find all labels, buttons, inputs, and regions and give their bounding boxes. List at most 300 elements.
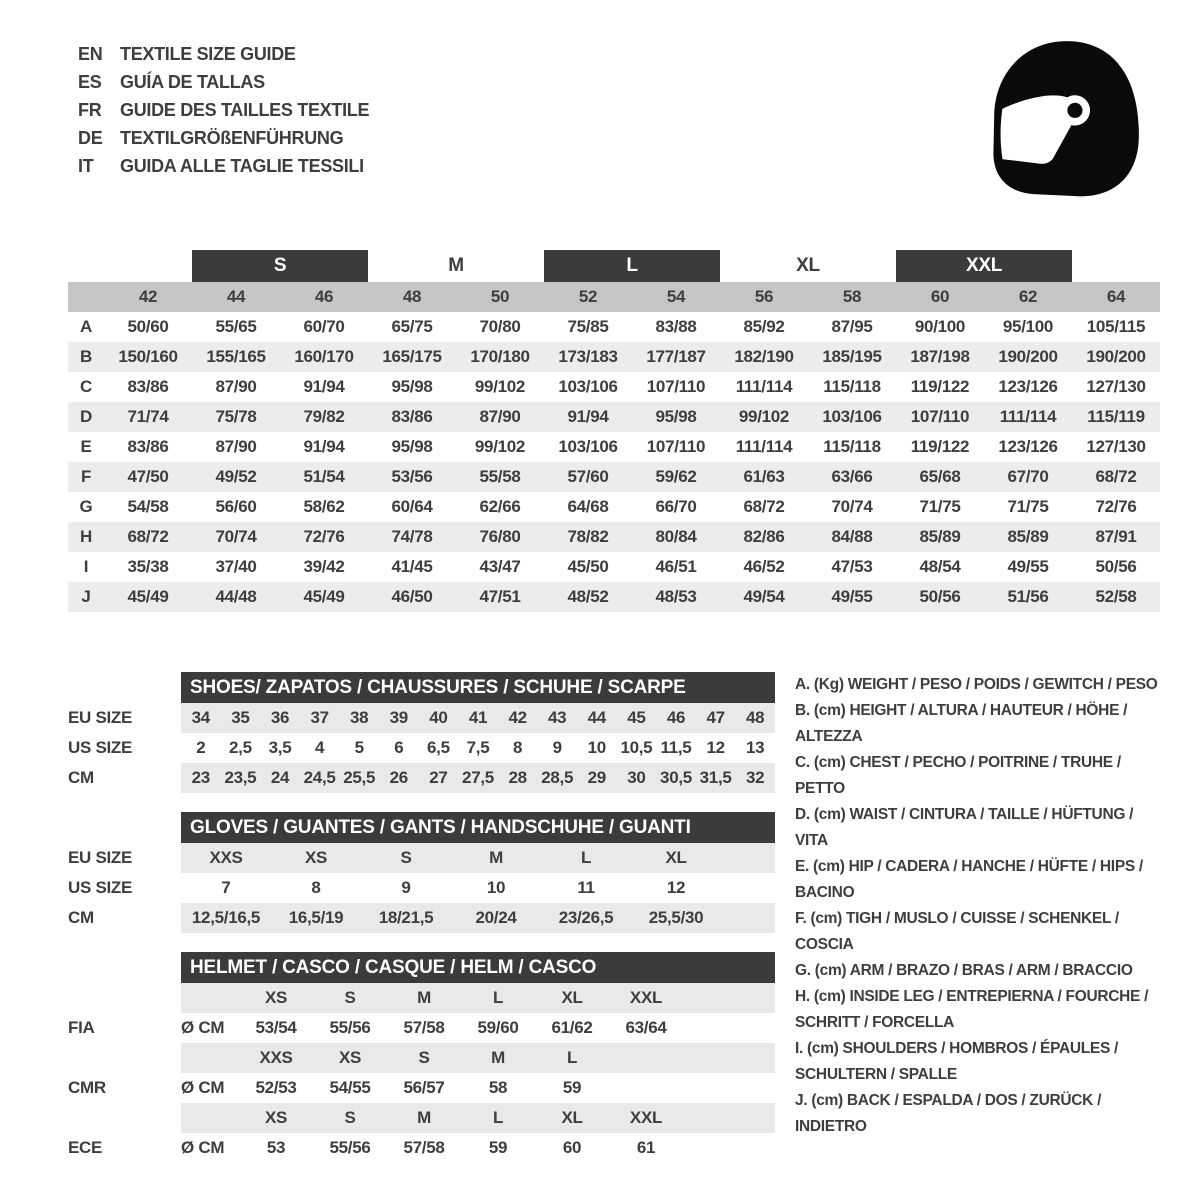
row-key: A	[80, 317, 92, 336]
size-value: 85/89	[919, 527, 961, 546]
size-value: 115/118	[823, 437, 881, 456]
helmet-standard-label: FIA	[68, 1018, 95, 1037]
legend-line: A. (Kg) WEIGHT / PESO / POIDS / GEWITCH / PESO	[795, 676, 1158, 693]
row-key: E	[80, 437, 92, 456]
table-row	[68, 582, 1160, 612]
shoes-value: 25,5	[343, 768, 376, 787]
language-row	[78, 124, 369, 152]
shoes-value: 6	[394, 738, 404, 757]
shoes-row-label: US SIZE	[68, 738, 133, 757]
size-column-header: 54	[666, 287, 686, 306]
table-row	[68, 522, 1160, 552]
shoes-value: 26	[389, 768, 408, 787]
size-value: 55/65	[215, 317, 257, 336]
shoes-value: 32	[746, 768, 765, 787]
size-value: 80/84	[655, 527, 697, 546]
helmet-size-value: 53	[266, 1138, 286, 1157]
size-value: 123/126	[998, 377, 1058, 396]
shoes-value: 39	[389, 708, 408, 727]
size-value: 87/91	[1095, 527, 1137, 546]
helmet-sizes-spacer	[68, 983, 181, 1013]
size-value: 65/75	[391, 317, 433, 336]
shoes-value: 40	[429, 708, 448, 727]
size-value: 182/190	[734, 347, 794, 366]
language-list	[78, 40, 369, 180]
table-row	[68, 432, 1160, 462]
size-value: 107/110	[646, 377, 706, 396]
size-value: 84/88	[831, 527, 873, 546]
size-column-header: 48	[402, 287, 422, 306]
shoes-value: 30	[627, 768, 646, 787]
shoes-value: 2	[196, 738, 206, 757]
size-value: 49/54	[743, 587, 785, 606]
size-value: 48/53	[655, 587, 697, 606]
shoes-value: 37	[310, 708, 329, 727]
helmet-size-value: 52/53	[255, 1078, 297, 1097]
table-row	[68, 372, 1160, 402]
language-code: IT	[78, 156, 94, 176]
shoes-value: 23	[191, 768, 210, 787]
legend-line: B. (cm) HEIGHT / ALTURA / HAUTEUR / HÖHE / ALTEZZA	[795, 702, 1128, 745]
size-value: 82/86	[743, 527, 785, 546]
helmet-size-header: M	[491, 1048, 505, 1067]
shoes-value: 48	[746, 708, 765, 727]
shoes-value: 7,5	[466, 738, 490, 757]
gloves-value: 7	[221, 878, 231, 897]
shoes-value: 34	[191, 708, 210, 727]
legend-line: I. (cm) SHOULDERS / HOMBROS / ÉPAULES / SCHULTERN / SPALLE	[795, 1040, 1119, 1083]
size-value: 47/51	[479, 587, 521, 606]
size-group-m: M	[448, 255, 464, 276]
size-columns-row	[68, 282, 1160, 312]
shoes-value: 23,5	[224, 768, 257, 787]
gloves-value: M	[489, 848, 503, 867]
language-row	[78, 152, 369, 180]
shoes-value: 6,5	[427, 738, 450, 757]
size-value: 46/50	[391, 587, 433, 606]
size-value: 47/50	[127, 467, 169, 486]
shoes-value: 2,5	[229, 738, 252, 757]
gloves-row-label: CM	[68, 908, 94, 927]
size-value: 111/114	[735, 377, 793, 396]
size-value: 107/110	[910, 407, 970, 426]
size-value: 62/66	[479, 497, 521, 516]
shoes-band	[181, 763, 775, 793]
shoes-value: 46	[666, 708, 686, 727]
size-column-header: 56	[754, 287, 774, 306]
helmet-size-value: 61	[636, 1138, 656, 1157]
gloves-row-label: US SIZE	[68, 878, 133, 897]
size-value: 105/115	[1086, 317, 1146, 336]
measurement-legend	[795, 672, 1167, 1140]
helmet-size-header: S	[344, 988, 356, 1007]
helmet-sizes-band	[181, 983, 775, 1013]
size-value: 50/56	[1095, 557, 1137, 576]
gloves-value: 9	[401, 878, 411, 897]
language-label: GUIDE DES TAILLES TEXTILE	[120, 100, 370, 120]
gloves-value: 16,5/19	[288, 908, 344, 927]
size-value: 99/102	[474, 437, 526, 456]
size-value: 83/88	[655, 317, 697, 336]
gloves-value: 18/21,5	[378, 908, 434, 927]
language-row	[78, 40, 369, 68]
size-group-l: L	[544, 250, 720, 282]
size-value: 173/183	[558, 347, 618, 366]
size-value: 49/52	[215, 467, 257, 486]
size-value: 76/80	[479, 527, 521, 546]
size-value: 127/130	[1086, 377, 1146, 396]
size-value: 127/130	[1086, 437, 1146, 456]
language-row	[78, 68, 369, 96]
helmet-size-header: S	[418, 1048, 430, 1067]
helmet-sizes-spacer	[68, 1043, 181, 1073]
size-value: 49/55	[831, 587, 873, 606]
shoes-value: 30,5	[660, 768, 692, 787]
gloves-band	[181, 843, 775, 873]
gloves-value: 12,5/16,5	[191, 908, 261, 927]
size-value: 51/54	[303, 467, 345, 486]
size-column-header: 52	[578, 287, 598, 306]
row-key: B	[80, 347, 92, 366]
gloves-value: 25,5/30	[648, 908, 704, 927]
row-key: C	[80, 377, 92, 396]
helmet-rows	[68, 983, 775, 1163]
shoes-rows	[68, 703, 775, 793]
size-value: 185/195	[822, 347, 882, 366]
size-value: 46/51	[655, 557, 697, 576]
textile-size-table	[68, 250, 1160, 612]
legend-line: E. (cm) HIP / CADERA / HANCHE / HÜFTE / HIPS / BACINO	[795, 858, 1143, 901]
size-value: 103/106	[822, 407, 882, 426]
gloves-rows	[68, 843, 775, 933]
helmet-size-value: 54/55	[329, 1078, 371, 1097]
size-value: 87/90	[479, 407, 521, 426]
shoes-value: 3,5	[268, 738, 292, 757]
shoes-value: 27,5	[462, 768, 494, 787]
language-label: TEXTILE SIZE GUIDE	[120, 44, 296, 64]
size-column-header: 60	[930, 287, 950, 306]
helmet-size-header: XXS	[259, 1048, 293, 1067]
helmet-sizes-band	[181, 1103, 775, 1133]
size-value: 51/56	[1007, 587, 1049, 606]
size-value: 115/119	[1087, 407, 1145, 426]
size-value: 119/122	[910, 437, 970, 456]
size-group-xxl: XXL	[896, 250, 1072, 282]
size-value: 59/62	[655, 467, 697, 486]
size-value: 87/95	[831, 317, 873, 336]
helmet-values-band	[181, 1073, 775, 1103]
size-value: 56/60	[215, 497, 257, 516]
helmet-size-header: XXL	[629, 988, 663, 1007]
helmet-size-header: M	[417, 988, 431, 1007]
shoes-band	[181, 733, 775, 763]
gloves-row-label: EU SIZE	[68, 848, 133, 867]
gloves-value: 20/24	[475, 908, 517, 927]
gloves-value: 8	[311, 878, 321, 897]
size-groups-row	[68, 250, 1160, 282]
size-value: 177/187	[646, 347, 706, 366]
helmet-values-row	[68, 1013, 775, 1043]
size-value: 91/94	[303, 377, 345, 396]
gloves-section	[68, 812, 775, 933]
size-value: 71/75	[1007, 497, 1049, 516]
size-value: 95/100	[1002, 317, 1054, 336]
gloves-value: 10	[486, 878, 506, 897]
helmet-size-value: 63/64	[625, 1018, 667, 1037]
shoes-value: 27	[429, 768, 448, 787]
row-key: G	[79, 497, 93, 516]
helmet-diameter-label: Ø CM	[181, 1018, 225, 1037]
gloves-title: GLOVES / GUANTES / GANTS / HANDSCHUHE / GUANTI	[181, 812, 775, 843]
gloves-value: S	[400, 848, 412, 867]
shoes-value: 10	[587, 738, 606, 757]
size-value: 49/55	[1007, 557, 1049, 576]
size-column-header: 46	[314, 287, 334, 306]
size-value: 41/45	[391, 557, 433, 576]
size-value: 58/62	[303, 497, 345, 516]
size-value: 150/160	[118, 347, 178, 366]
size-value: 35/38	[127, 557, 169, 576]
size-value: 52/58	[1095, 587, 1137, 606]
size-column-header: 58	[842, 287, 862, 306]
helmet-size-value: 55/56	[329, 1018, 371, 1037]
size-value: 87/90	[215, 437, 257, 456]
size-value: 70/80	[479, 317, 521, 336]
language-code: DE	[78, 128, 103, 148]
shoes-value: 28,5	[541, 768, 574, 787]
legend-line: C. (cm) CHEST / PECHO / POITRINE / TRUHE / PETTO	[795, 754, 1121, 797]
size-value: 170/180	[470, 347, 530, 366]
language-code: FR	[78, 100, 102, 120]
helmet-sizes-row	[68, 1043, 775, 1073]
helmet-size-value: 55/56	[329, 1138, 371, 1157]
size-value: 72/76	[303, 527, 345, 546]
size-value: 91/94	[567, 407, 609, 426]
helmet-size-header: M	[417, 1108, 431, 1127]
helmet-diameter-label: Ø CM	[181, 1078, 225, 1097]
gloves-row	[68, 903, 775, 933]
gloves-band	[181, 903, 775, 933]
size-value: 95/98	[391, 377, 433, 396]
size-value: 55/58	[479, 467, 521, 486]
size-value: 111/114	[999, 407, 1057, 426]
helmet-size-header: L	[492, 1108, 504, 1127]
row-key: J	[81, 587, 91, 606]
row-key: H	[80, 527, 92, 546]
shoes-value: 38	[350, 708, 369, 727]
gloves-row	[68, 873, 775, 903]
legend-line: H. (cm) INSIDE LEG / ENTREPIERNA / FOURCHE / SCHRITT / FORCELLA	[795, 988, 1149, 1031]
helmet-size-value: 56/57	[403, 1078, 445, 1097]
helmet-size-header: S	[344, 1108, 356, 1127]
gloves-value: XS	[304, 848, 328, 867]
racing-helmet-icon	[978, 34, 1146, 202]
helmet-size-header: XL	[561, 988, 583, 1007]
helmet-size-header: L	[492, 988, 504, 1007]
shoes-value: 8	[513, 738, 523, 757]
helmet-size-value: 59	[488, 1138, 508, 1157]
helmet-diameter-label: Ø CM	[181, 1138, 225, 1157]
shoes-band	[181, 703, 775, 733]
size-value: 165/175	[382, 347, 442, 366]
shoes-value: 13	[746, 738, 765, 757]
helmet-values-row	[68, 1073, 775, 1103]
shoes-value: 36	[270, 708, 290, 727]
row-key: D	[80, 407, 92, 426]
helmet-size-value: 61/62	[551, 1018, 593, 1037]
size-value: 99/102	[474, 377, 526, 396]
size-value: 123/126	[998, 437, 1058, 456]
table-row	[68, 492, 1160, 522]
table-row	[68, 552, 1160, 582]
shoes-value: 28	[508, 768, 527, 787]
size-value: 44/48	[215, 587, 257, 606]
size-value: 83/86	[127, 377, 169, 396]
helmet-size-header: XXL	[629, 1108, 663, 1127]
size-value: 87/90	[215, 377, 257, 396]
language-label: GUÍA DE TALLAS	[120, 72, 265, 92]
helmet-size-header: L	[566, 1048, 578, 1067]
size-value: 64/68	[567, 497, 609, 516]
shoes-value: 10,5	[620, 738, 653, 757]
shoes-value: 12	[706, 738, 725, 757]
row-key: F	[80, 467, 92, 486]
shoes-value: 42	[508, 708, 527, 727]
size-value: 67/70	[1007, 467, 1049, 486]
shoes-value: 24	[270, 768, 290, 787]
size-value: 45/50	[567, 557, 609, 576]
size-value: 68/72	[127, 527, 169, 546]
legend-line: G. (cm) ARM / BRAZO / BRAS / ARM / BRACCIO	[795, 962, 1133, 979]
size-value: 83/86	[127, 437, 169, 456]
size-value: 54/58	[127, 497, 169, 516]
size-value: 50/56	[919, 587, 961, 606]
shoes-value: 45	[627, 708, 646, 727]
gloves-value: L	[580, 848, 592, 867]
size-value: 119/122	[910, 377, 970, 396]
size-value: 68/72	[1095, 467, 1137, 486]
shoes-row-label: EU SIZE	[68, 708, 133, 727]
size-value: 48/52	[567, 587, 609, 606]
helmet-values-band	[181, 1133, 775, 1163]
gloves-row	[68, 843, 775, 873]
legend-line: F. (cm) TIGH / MUSLO / CUISSE / SCHENKEL / COSCIA	[795, 910, 1119, 953]
helmet-size-value: 59/60	[477, 1018, 519, 1037]
gloves-value: 12	[666, 878, 686, 897]
table-row	[68, 402, 1160, 432]
size-value: 99/102	[738, 407, 790, 426]
size-value: 63/66	[831, 467, 873, 486]
size-table-body	[68, 312, 1160, 612]
shoes-value: 47	[706, 708, 725, 727]
size-value: 71/74	[127, 407, 169, 426]
size-value: 111/114	[735, 437, 793, 456]
gloves-value: XL	[665, 848, 687, 867]
size-value: 57/60	[567, 467, 609, 486]
size-value: 61/63	[743, 467, 785, 486]
size-value: 72/76	[1095, 497, 1137, 516]
gloves-value: XXS	[209, 848, 243, 867]
size-value: 60/64	[391, 497, 433, 516]
shoes-value: 5	[354, 738, 364, 757]
helmet-sizes-row	[68, 983, 775, 1013]
size-value: 155/165	[206, 347, 266, 366]
size-value: 107/110	[646, 437, 706, 456]
size-value: 83/86	[391, 407, 433, 426]
helmet-standard-label: CMR	[68, 1078, 106, 1097]
table-row	[68, 462, 1160, 492]
size-value: 70/74	[831, 497, 873, 516]
size-value: 103/106	[558, 437, 618, 456]
size-value: 47/53	[831, 557, 873, 576]
size-value: 48/54	[919, 557, 961, 576]
helmet-standard-label: ECE	[68, 1138, 103, 1157]
size-column-header: 64	[1106, 287, 1126, 306]
shoes-row	[68, 763, 775, 793]
size-value: 85/89	[1007, 527, 1049, 546]
gloves-value: 23/26,5	[558, 908, 614, 927]
shoes-value: 31,5	[699, 768, 732, 787]
shoes-section	[68, 672, 775, 793]
size-value: 85/92	[743, 317, 785, 336]
size-value: 95/98	[391, 437, 433, 456]
table-row	[68, 312, 1160, 342]
helmet-sizes-band	[181, 1043, 775, 1073]
helmet-size-value: 60	[562, 1138, 582, 1157]
size-value: 70/74	[215, 527, 257, 546]
helmet-size-header: XL	[561, 1108, 583, 1127]
shoes-value: 9	[552, 738, 562, 757]
language-label: TEXTILGRÖßENFÜHRUNG	[120, 128, 344, 148]
size-value: 90/100	[914, 317, 966, 336]
size-value: 190/200	[1086, 347, 1146, 366]
helmet-size-value: 58	[488, 1078, 508, 1097]
size-value: 39/42	[303, 557, 345, 576]
gloves-band	[181, 873, 775, 903]
corner-cell	[68, 282, 104, 312]
helmet-size-header: XS	[264, 988, 288, 1007]
size-value: 37/40	[215, 557, 257, 576]
helmet-size-header: XS	[264, 1108, 288, 1127]
size-value: 103/106	[558, 377, 618, 396]
size-value: 75/78	[215, 407, 257, 426]
size-column-header: 44	[226, 287, 246, 306]
size-value: 95/98	[655, 407, 697, 426]
language-row	[78, 96, 369, 124]
helmet-values-row	[68, 1133, 775, 1163]
shoes-value: 11,5	[660, 738, 692, 757]
size-value: 190/200	[998, 347, 1058, 366]
helmet-size-value: 57/58	[403, 1138, 445, 1157]
shoes-row-label: CM	[68, 768, 94, 787]
language-code: EN	[78, 44, 103, 64]
size-value: 45/49	[303, 587, 345, 606]
shoes-title: SHOES/ ZAPATOS / CHAUSSURES / SCHUHE / SCARPE	[181, 672, 775, 703]
shoes-row	[68, 703, 775, 733]
shoes-row	[68, 733, 775, 763]
size-group-s: S	[192, 250, 368, 282]
size-value: 187/198	[910, 347, 970, 366]
helmet-sizes-spacer	[68, 1103, 181, 1133]
size-value: 79/82	[303, 407, 345, 426]
size-value: 91/94	[303, 437, 345, 456]
size-value: 115/118	[823, 377, 881, 396]
legend-line: J. (cm) BACK / ESPALDA / DOS / ZURÜCK / INDIETRO	[795, 1092, 1102, 1135]
size-column-header: 42	[138, 287, 158, 306]
size-value: 66/70	[655, 497, 697, 516]
shoes-value: 29	[587, 768, 606, 787]
gloves-value: 11	[577, 878, 595, 897]
